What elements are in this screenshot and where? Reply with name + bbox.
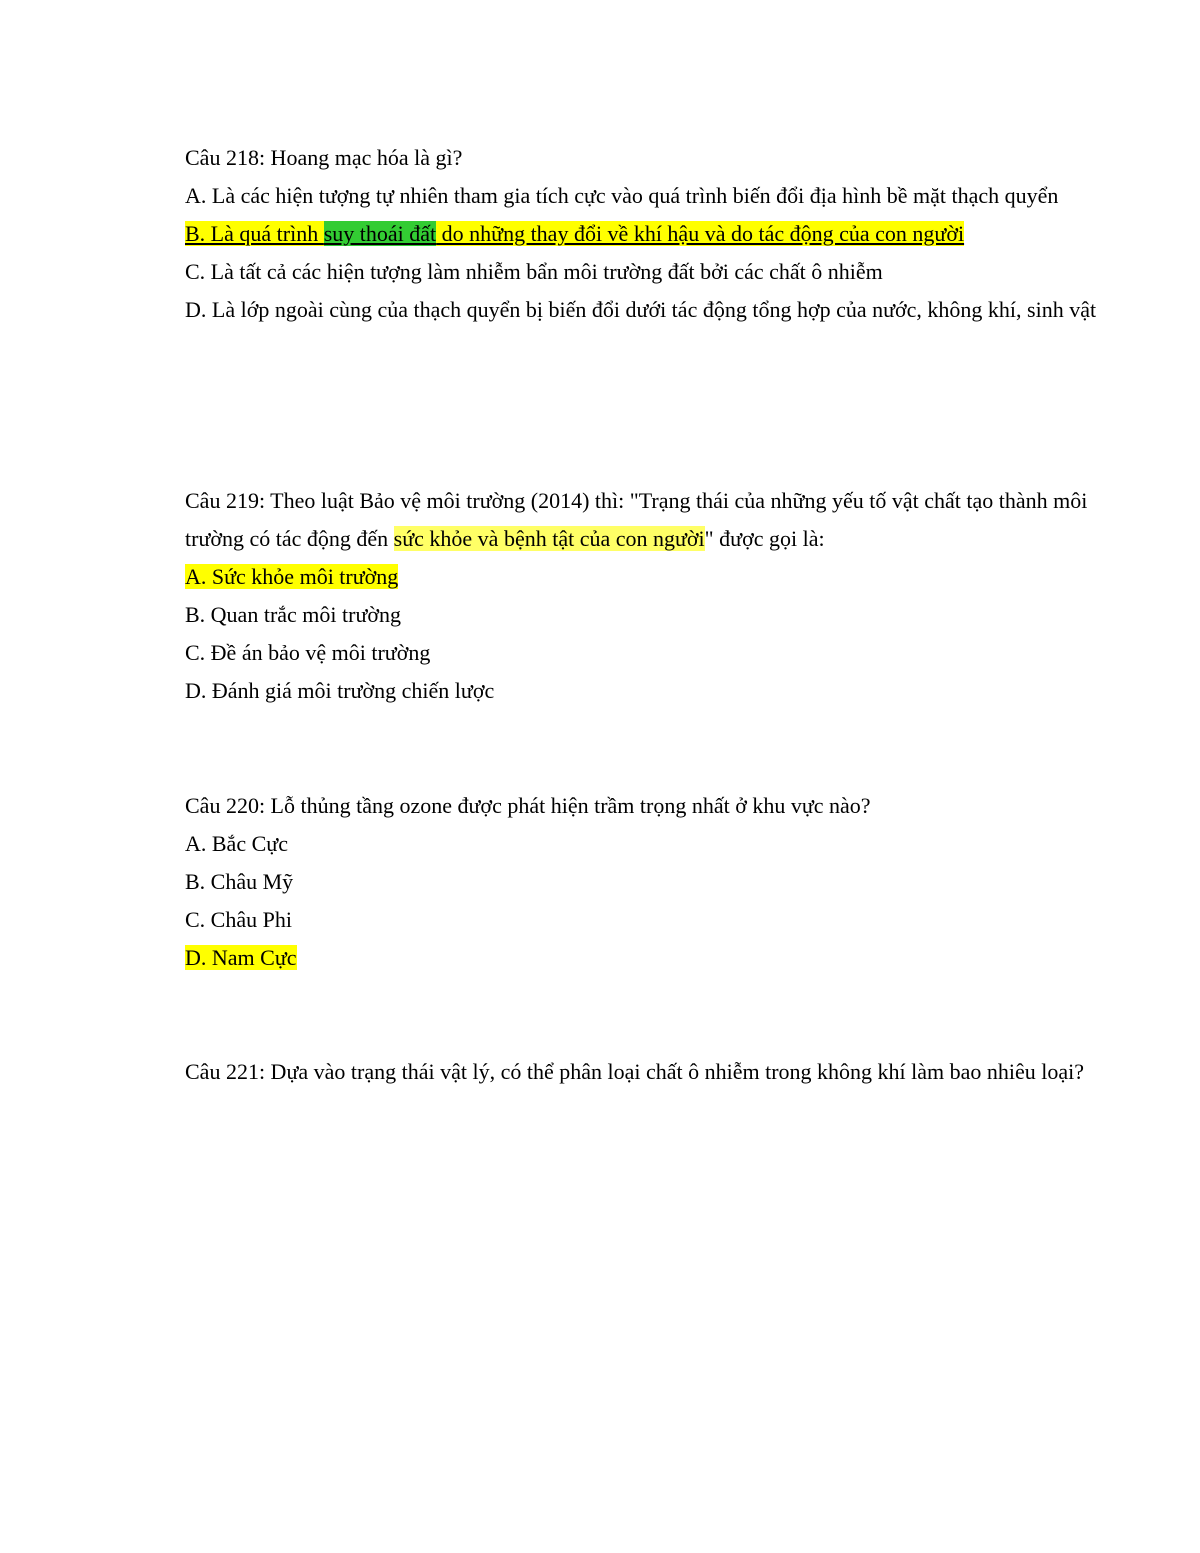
question-text	[185, 482, 1135, 558]
option-c: C. Là tất cả các hiện tượng làm nhiễm bẩn môi trường đất bởi các chất ô nhiễm	[185, 259, 883, 284]
option-d-correct	[185, 939, 1135, 977]
question-220	[185, 787, 1135, 977]
option-b: B. Quan trắc môi trường	[185, 602, 402, 627]
answer-highlight: do những thay đổi về khí hậu và do tác động của con người	[436, 221, 965, 246]
answer-highlight: A. Sức khỏe môi trường	[185, 564, 399, 589]
answer-highlight: D. Nam Cực	[185, 945, 297, 970]
keyword-highlight: suy thoái đất	[323, 221, 437, 246]
question-text: Câu 220: Lỗ thủng tầng ozone được phát hiện trầm trọng nhất ở khu vực nào?	[185, 793, 871, 818]
option-d: D. Là lớp ngoài cùng của thạch quyển bị biến đổi dưới tác động tổng hợp của nước, không khí, sinh vật	[185, 297, 1097, 322]
option-a: A. Bắc Cực	[185, 831, 288, 856]
question-219	[185, 482, 1135, 710]
question-218	[185, 139, 1135, 329]
question-text: Câu 218: Hoang mạc hóa là gì?	[185, 145, 463, 170]
answer-highlight: B. Là quá trình	[185, 221, 324, 246]
option-a-correct	[185, 558, 1135, 596]
option-b-correct	[185, 215, 1135, 253]
option-b: B. Châu Mỹ	[185, 869, 294, 894]
keyword-highlight: sức khỏe và bệnh tật của con người	[393, 526, 705, 551]
question-text: Câu 221: Dựa vào trạng thái vật lý, có thể phân loại chất ô nhiễm trong không khí làm bao nhiêu loại?	[185, 1059, 1085, 1084]
option-c: C. Đề án bảo vệ môi trường	[185, 640, 431, 665]
question-text-part: " được gọi là:	[704, 526, 825, 551]
option-c: C. Châu Phi	[185, 907, 292, 932]
question-221	[185, 1053, 1135, 1091]
option-d: D. Đánh giá môi trường chiến lược	[185, 678, 495, 703]
question-text-part: Câu 219: Theo luật Bảo vệ môi trường (2014) thì: "Trạng thái của những yếu tố vật chất tạo thành môi trường có tác động đến	[185, 488, 1088, 551]
option-a: A. Là các hiện tượng tự nhiên tham gia tích cực vào quá trình biến đổi địa hình bề mặt thạch quyển	[185, 183, 1059, 208]
